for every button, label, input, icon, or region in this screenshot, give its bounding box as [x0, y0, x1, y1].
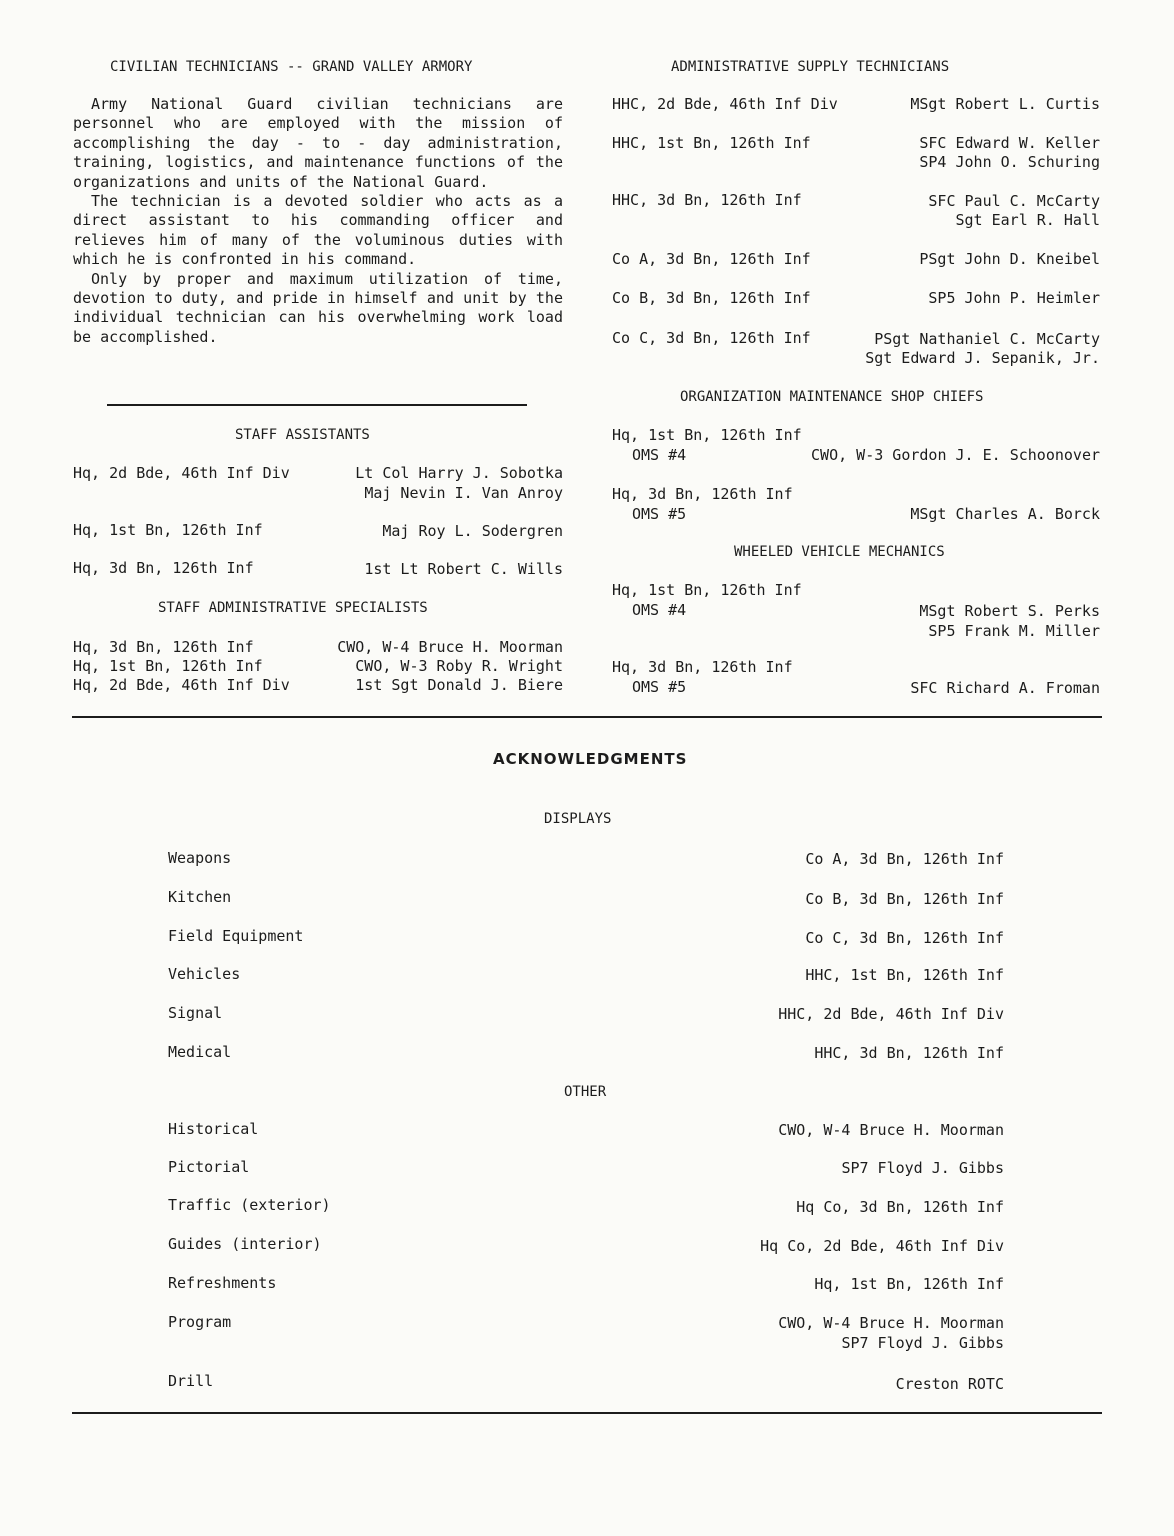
other-title: OTHER [564, 1084, 607, 1100]
display-item: Field Equipment [168, 927, 304, 945]
other-by: CWO, W-4 Bruce H. Moorman [778, 1314, 1004, 1332]
civilian-title: CIVILIAN TECHNICIANS -- GRAND VALLEY ARMORY [110, 59, 473, 75]
other-item: Guides (interior) [168, 1235, 322, 1253]
paragraph-2: The technician is a devoted soldier who acts as a direct assistant to his commanding officer and relieves him of many of the voluminous duties with which he is confronted in his command. [73, 192, 563, 269]
supply-name: PSgt John D. Kneibel [919, 250, 1100, 268]
supply-name: MSgt Robert L. Curtis [910, 95, 1100, 113]
supply-name: SP4 John O. Schuring [919, 153, 1100, 171]
display-by: Co A, 3d Bn, 126th Inf [805, 850, 1004, 868]
other-item: Program [168, 1313, 232, 1331]
other-by: Hq Co, 2d Bde, 46th Inf Div [760, 1237, 1004, 1255]
admin-name: 1st Sgt Donald J. Biere [355, 676, 563, 694]
staff-name: Lt Col Harry J. Sobotka [355, 464, 563, 482]
display-by: HHC, 1st Bn, 126th Inf [805, 966, 1004, 984]
staff-unit: Hq, 1st Bn, 126th Inf [73, 521, 263, 539]
supply-name: Sgt Edward J. Sepanik, Jr. [865, 349, 1100, 367]
oms-unit: Hq, 1st Bn, 126th Inf [612, 426, 802, 444]
oms-name: MSgt Charles A. Borck [910, 505, 1100, 523]
display-by: Co C, 3d Bn, 126th Inf [805, 929, 1004, 947]
other-item: Traffic (exterior) [168, 1196, 331, 1214]
other-by: SP7 Floyd J. Gibbs [841, 1159, 1004, 1177]
displays-title: DISPLAYS [544, 811, 612, 827]
oms-title: ORGANIZATION MAINTENANCE SHOP CHIEFS [680, 389, 984, 405]
other-by: Hq, 1st Bn, 126th Inf [814, 1275, 1004, 1293]
section-divider [72, 1412, 1102, 1414]
other-item: Historical [168, 1120, 259, 1138]
section-divider [72, 716, 1102, 718]
other-by: CWO, W-4 Bruce H. Moorman [778, 1121, 1004, 1139]
staff-name: 1st Lt Robert C. Wills [364, 560, 563, 578]
other-item: Refreshments [168, 1274, 277, 1292]
wheeled-title: WHEELED VEHICLE MECHANICS [734, 544, 945, 560]
display-by: HHC, 3d Bn, 126th Inf [814, 1044, 1004, 1062]
staff-name: Maj Nevin I. Van Anroy [364, 484, 563, 502]
oms-unit: Hq, 3d Bn, 126th Inf [612, 485, 793, 503]
display-by: HHC, 2d Bde, 46th Inf Div [778, 1005, 1004, 1023]
supply-unit: Co C, 3d Bn, 126th Inf [612, 329, 811, 347]
other-by: Creston ROTC [895, 1375, 1004, 1393]
supply-unit: Co A, 3d Bn, 126th Inf [612, 250, 811, 268]
wheeled-shop: OMS #5 [632, 678, 687, 696]
display-by: Co B, 3d Bn, 126th Inf [805, 890, 1004, 908]
admin-unit: Hq, 3d Bn, 126th Inf [73, 638, 254, 656]
paragraph-3: Only by proper and maximum utilization of time, devotion to duty, and pride in himself and unit by the individual technician can his overwhelming work load be accomplished. [73, 269, 563, 346]
wheeled-unit: Hq, 3d Bn, 126th Inf [612, 658, 793, 676]
supply-name: PSgt Nathaniel C. McCarty [874, 330, 1100, 348]
staff-unit: Hq, 2d Bde, 46th Inf Div [73, 464, 290, 482]
wheeled-name: SP5 Frank M. Miller [928, 622, 1100, 640]
oms-shop: OMS #5 [632, 505, 687, 523]
admin-unit: Hq, 1st Bn, 126th Inf [73, 657, 263, 675]
staff-name: Maj Roy L. Sodergren [382, 522, 563, 540]
acknowledgments-title: ACKNOWLEDGMENTS [493, 750, 688, 768]
paragraph-1: Army National Guard civilian technicians are personnel who are employed with the mission of accomplishing the day - to - day administration, training, logistics, and maintenance functions of the organizations and units of the National Guard. [73, 95, 563, 191]
display-item: Medical [168, 1043, 232, 1061]
supply-unit: Co B, 3d Bn, 126th Inf [612, 289, 811, 307]
supply-name: Sgt Earl R. Hall [955, 211, 1100, 229]
civilian-text [73, 95, 563, 347]
oms-name: CWO, W-3 Gordon J. E. Schoonover [811, 446, 1100, 464]
other-item: Pictorial [168, 1158, 250, 1176]
staff-admin-title: STAFF ADMINISTRATIVE SPECIALISTS [158, 600, 428, 616]
wheeled-unit: Hq, 1st Bn, 126th Inf [612, 581, 802, 599]
staff-unit: Hq, 3d Bn, 126th Inf [73, 559, 254, 577]
display-item: Vehicles [168, 965, 241, 983]
section-divider [107, 404, 527, 406]
display-item: Kitchen [168, 888, 232, 906]
staff-assistants-title: STAFF ASSISTANTS [235, 427, 370, 443]
wheeled-shop: OMS #4 [632, 601, 687, 619]
supply-unit: HHC, 1st Bn, 126th Inf [612, 134, 811, 152]
supply-unit: HHC, 3d Bn, 126th Inf [612, 191, 802, 209]
supply-name: SFC Paul C. McCarty [928, 192, 1100, 210]
supply-title: ADMINISTRATIVE SUPPLY TECHNICIANS [671, 59, 950, 75]
display-item: Signal [168, 1004, 223, 1022]
admin-name: CWO, W-4 Bruce H. Moorman [337, 638, 563, 656]
display-item: Weapons [168, 849, 232, 867]
other-by: SP7 Floyd J. Gibbs [841, 1334, 1004, 1352]
supply-name: SFC Edward W. Keller [919, 134, 1100, 152]
other-item: Drill [168, 1372, 214, 1390]
supply-unit: HHC, 2d Bde, 46th Inf Div [612, 95, 838, 113]
wheeled-name: SFC Richard A. Froman [910, 679, 1100, 697]
supply-name: SP5 John P. Heimler [928, 289, 1100, 307]
admin-unit: Hq, 2d Bde, 46th Inf Div [73, 676, 290, 694]
oms-shop: OMS #4 [632, 446, 687, 464]
admin-name: CWO, W-3 Roby R. Wright [355, 657, 563, 675]
wheeled-name: MSgt Robert S. Perks [919, 602, 1100, 620]
other-by: Hq Co, 3d Bn, 126th Inf [796, 1198, 1004, 1216]
